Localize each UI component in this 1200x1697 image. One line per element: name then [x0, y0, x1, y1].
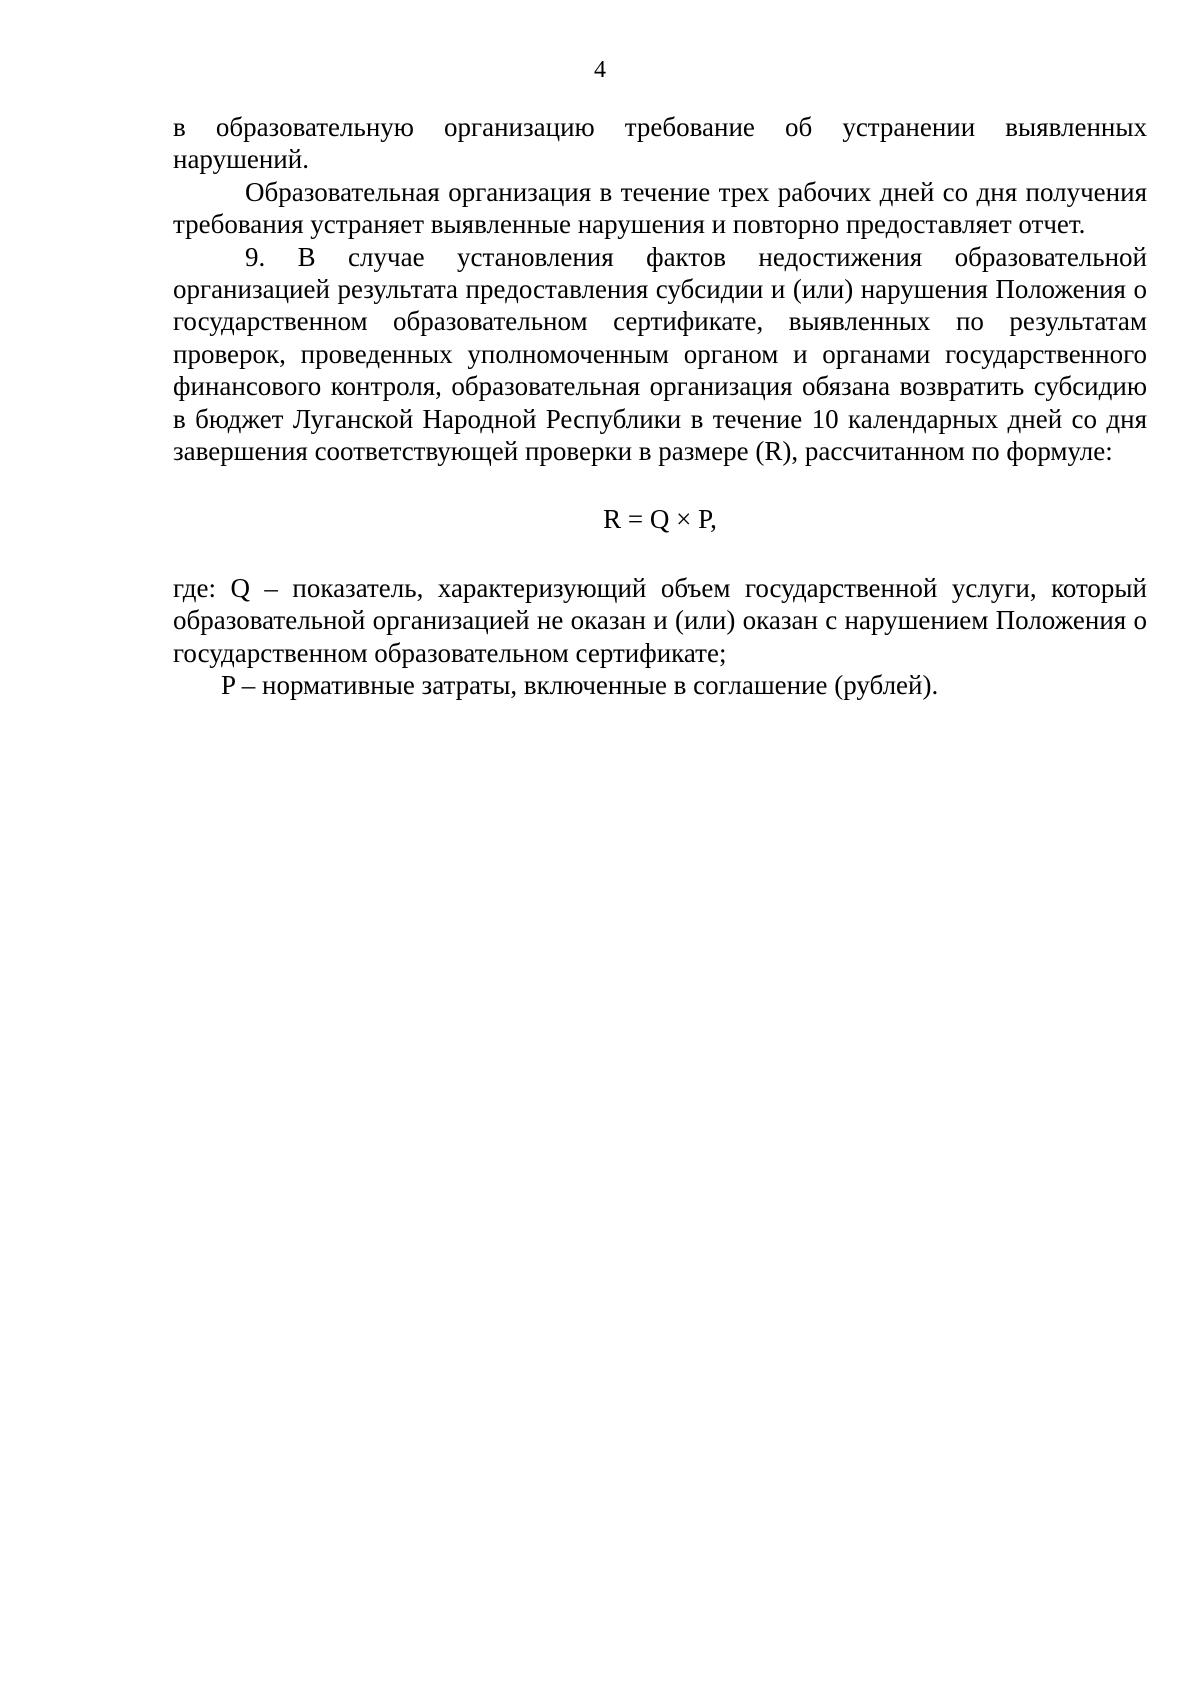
paragraph-report-resubmission: Образовательная организация в течение трех рабочих дней со дня получения требования устраняет выявленные нарушения и повторно предоставляет отчет. — [173, 176, 1147, 240]
definition-p: P – нормативные затраты, включенные в соглашение (рублей). — [221, 670, 939, 701]
formula — [173, 503, 1147, 535]
paragraph-item-9: 9. В случае установления фактов недостижения образовательной организацией результата предоставления субсидии и (или) нарушения Положения о государственном образовательном сертификате, выявленных по результатам проверок, проведенных уполномоченным органом и органами государственного финансового контроля, образовательная организация обязана возвратить субсидию в бюджет Луганской Народной Республики в течение 10 календарных дней со дня завершения соответствующей проверки в размере (R), рассчитанном по формуле: — [173, 241, 1147, 467]
formula-text: R = Q × P, — [603, 504, 717, 535]
page-number: 4 — [594, 57, 606, 83]
document-body — [173, 111, 1147, 702]
definition-q: где: Q – показатель, характеризующий объем государственной услуги, который образовательной организацией не оказан и (или) оказан с нарушением Положения о государственном образовательном сертификате; — [173, 572, 1147, 668]
paragraph-continuation: в образовательную организацию требование об устранении выявленных нарушений. — [173, 112, 1147, 175]
